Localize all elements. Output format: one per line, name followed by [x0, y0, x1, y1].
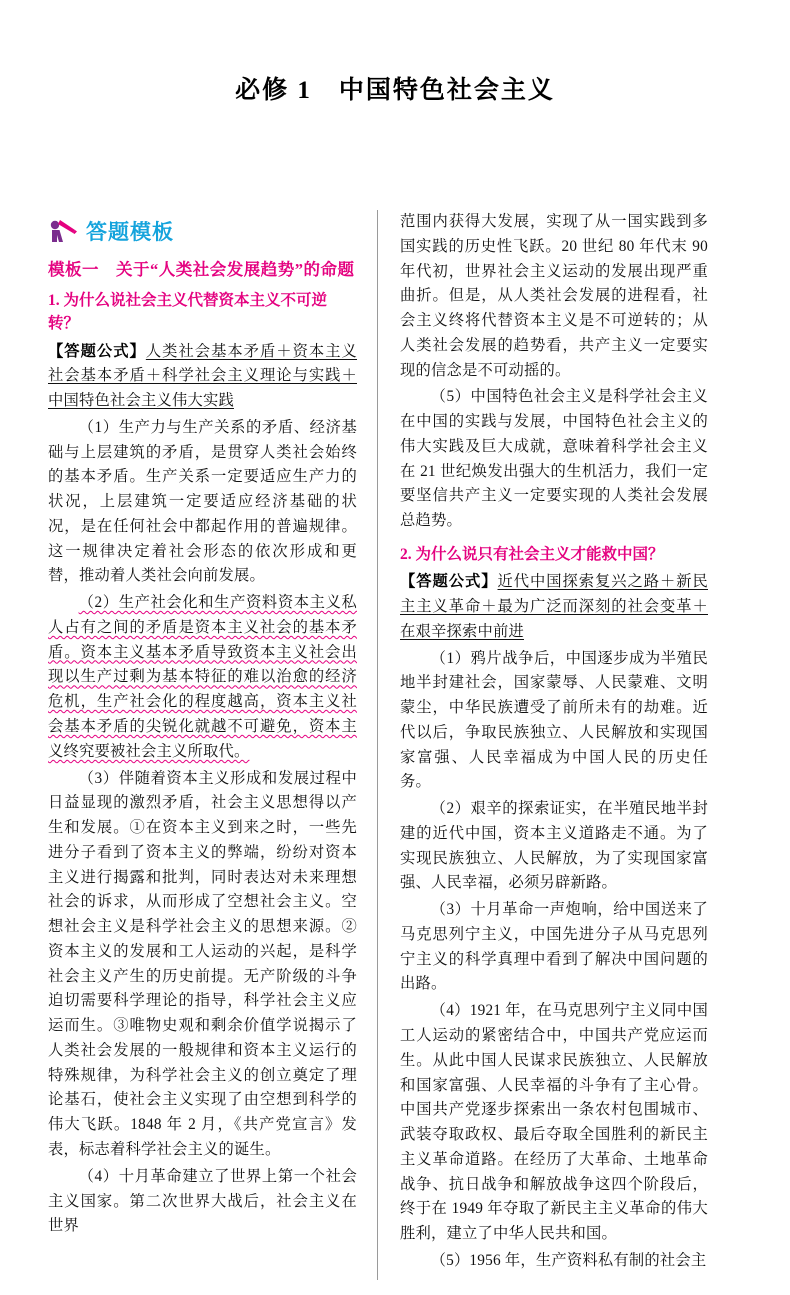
left-para-3: （3）伴随着资本主义形成和发展过程中日益显现的激烈矛盾，社会主义思想得以产生和发展。①在资本主义到来之时，一些先进分子看到了资本主义的弊端，纷纷对资本主义进行揭露和批判，同时表达对未来理想社会的诉求，从而形成了空想社会主义。空想社会主义是科学社会主义的思想来源。②资本主义的发展和工人运动的兴起，是科学社会主义产生的历史前提。无产阶级的斗争迫切需要科学理论的指导，科学社会主义应运而生。③唯物史观和剩余价值学说揭示了人类社会发展的一般规律和资本主义运行的特殊规律，为科学社会主义的创立奠定了理论基石，使社会主义实现了由空想到科学的伟大飞跃。1848 年 2 月，《共产党宣言》发表，标志着科学社会主义的诞生。	[48, 769, 357, 1158]
formula-tag-1: 【答题公式】	[48, 342, 146, 360]
pen-person-icon	[48, 216, 78, 246]
answer-template-label: 答题模板	[86, 221, 174, 244]
question-2-title: 2. 为什么说只有社会主义才能救中国？	[400, 545, 664, 563]
formula-2	[400, 570, 708, 644]
left-para-1: （1）生产力与生产关系的矛盾、经济基础与上层建筑的矛盾，是贯穿人类社会始终的基本矛盾。生产关系一定要适应生产力的状况，上层建筑一定要适应经济基础的状况，是在任何社会中都起作用的普遍规律。这一规律决定着社会形态的依次形成和更替，推动着人类社会向前发展。	[48, 418, 357, 585]
formula-tag-2: 【答题公式】	[400, 573, 498, 591]
right-column	[378, 210, 708, 1280]
answer-template-heading	[48, 216, 357, 246]
right-para-2: （2）艰辛的探索证实，在半殖民地半封建的近代中国，资本主义道路走不通。为了实现民族独立、人民解放，为了实现国家富强、人民幸福，必须另辟新路。	[400, 800, 708, 892]
two-column-body	[48, 210, 748, 1280]
formula-text-2: 近代中国探索复兴之路＋新民主主义革命＋最为广泛而深刻的社会变革＋在艰辛探索中前进	[400, 573, 708, 640]
left-para-2: （2）生产社会化和生产资料资本主义私人占有之间的矛盾是资本主义社会的基本矛盾。资本主义基本矛盾导致资本主义社会出现以生产过剩为基本特征的难以治愈的经济危机，生产社会化的程度越高，资本主义社会基本矛盾的尖锐化就越不可避免，资本主义终究要被社会主义所取代。	[48, 594, 357, 760]
formula-text-1: 人类社会基本矛盾＋资本主义社会基本矛盾＋科学社会主义理论与实践＋中国特色社会主义伟大实践	[48, 342, 358, 410]
template-one-title: 模板一 关于“人类社会发展趋势”的命题	[48, 260, 355, 279]
right-para-4: （4）1921 年，在马克思列宁主义同中国工人运动的紧密结合中，中国共产党应运而生。从此中国人民谋求民族独立、人民解放和国家富强、人民幸福的斗争有了主心骨。中国共产党逐步探索出一条农村包围城市、武装夺取政权、最后夺取全国胜利的新民主主义革命道路。在经历了大革命、土地革命战争、抗日战争和解放战争这四个阶段后，终于在 1949 年夺取了新民主主义革命的伟大胜利，建立了中华人民共和国。	[400, 1002, 708, 1243]
right-para-3: （3）十月革命一声炮响，给中国送来了马克思列宁主义，中国先进分子从马克思列宁主义的科学真理中看到了解决中国问题的出路。	[400, 901, 708, 993]
right-para-5: （5）1956 年，生产资料私有制的社会主	[430, 1251, 707, 1269]
left-para-4: （4）十月革命建立了世界上第一个社会主义国家。第二次世界大战后，社会主义在世界	[48, 1167, 357, 1235]
formula-1	[48, 340, 357, 414]
right-para-continued-1: 范围内获得大发展，实现了从一国实践到多国实践的历史性飞跃。20 世纪 80 年代末 90 年代初，世界社会主义运动的发展出现严重曲折。但是，从人类社会发展的进程看，社会主义终将代替资本主义是不可逆转的；从人类社会发展的趋势看，共产主义一定要实现的信念是不可动摇的。	[400, 213, 708, 379]
left-column	[48, 210, 378, 1280]
right-para-1: （1）鸦片战争后，中国逐步成为半殖民地半封建社会，国家蒙辱、人民蒙难、文明蒙尘，中华民族遭受了前所未有的劫难。近代以后，争取民族独立、人民解放和实现国家富强、人民幸福成为中国人民的历史任务。	[400, 649, 708, 791]
question-1-title: 1. 为什么说社会主义代替资本主义不可逆转？	[48, 292, 328, 333]
right-para-continued-2: （5）中国特色社会主义是科学社会主义在中国的实践与发展，中国特色社会主义的伟大实践及巨大成就，意味着科学社会主义在 21 世纪焕发出强大的生机活力，我们一定要坚信共产主义一定要实现的人类社会发展总趋势。	[400, 388, 708, 530]
document-page	[0, 70, 790, 1295]
page-title: 必修 1 中国特色社会主义	[235, 77, 555, 104]
